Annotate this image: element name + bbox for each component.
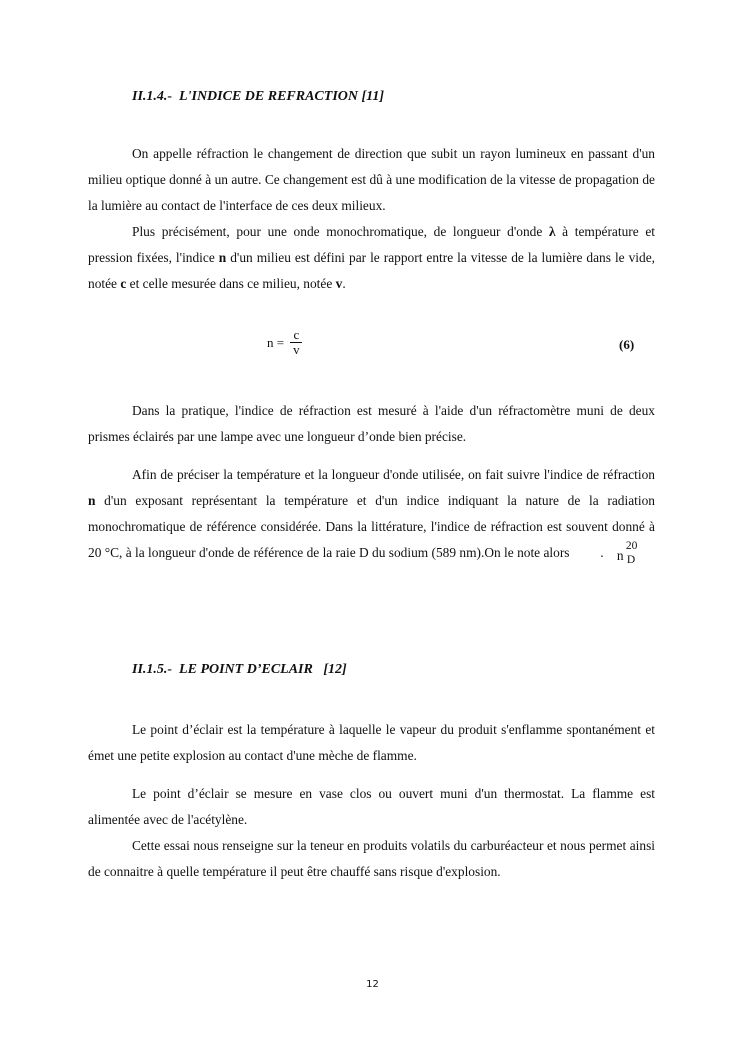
text-run: . [342, 276, 346, 291]
equation-number: (6) [619, 337, 635, 352]
equation-lhs: n = [267, 334, 285, 350]
text-run: d'un exposant représentant la température et d'un indice indiquant la nature de la radiation monochromatique de référence considérée. Dans la littérature, l'indice de réfraction est souvent donné à 20 °C, à la longueur d'onde de référence de la raie D du sodium (589 nm).On le note alors [88, 493, 655, 560]
fraction-denominator: v [293, 342, 300, 357]
text-run: Plus précisément, pour une onde monochromatique, de longueur d'onde [132, 224, 549, 239]
fraction-numerator: c [290, 328, 302, 343]
equation-refraction-index [267, 328, 303, 357]
symbol-c: c [120, 276, 127, 291]
symbol-lambda: λ [548, 224, 556, 239]
section-heading-flash-point: II.1.5.- LE POINT D’ECLAIR [12] [132, 662, 347, 677]
paragraph-flash-point-measure: Le point d’éclair se mesure en vase clos ou ouvert muni d'un thermostat. La flamme est alimentée avec de l'acétylène. [88, 786, 655, 827]
superscript-temperature: 20 [625, 540, 638, 552]
text-run: d'un milieu est défini par le rapport entre la vitesse de la lumière dans le vide, notée [88, 250, 655, 291]
paragraph-refraction-definition: On appelle réfraction le changement de direction que subit un rayon lumineux en passant d'un milieu optique donné à un autre. Ce changement est dû à une modification de la vitesse de propagation de la lumière au contact de l'interface de ces deux milieux. [88, 146, 655, 213]
equation-fraction [290, 328, 303, 357]
symbol-v: v [335, 276, 343, 291]
page-number: 12 [366, 979, 379, 990]
symbol-n: n [88, 493, 96, 508]
paragraph-refractometer: Dans la pratique, l'indice de réfraction est mesuré à l'aide d'un réfractomètre muni de deux prismes éclairés par une lampe avec une longueur d’onde bien précise. [88, 403, 655, 444]
section-heading-refraction: II.1.4.- L'INDICE DE REFRACTION [11] [132, 89, 385, 104]
paragraph-notation [88, 462, 655, 566]
subscript-radiation: D [626, 554, 636, 566]
notation-n20D [573, 540, 638, 566]
symbol-n: n [616, 548, 624, 563]
text-run: à température et pression fixées, l'indice [88, 224, 655, 265]
text-run: . [596, 545, 604, 560]
paragraph-flash-point-test: Cette essai nous renseigne sur la teneur en produits volatils du carburéacteur et nous permet ainsi de connaitre à quelle température il peut être chauffé sans risque d'explosion. [88, 838, 655, 879]
symbol-n: n [218, 250, 227, 265]
text-run: Afin de préciser la température et la longueur d'onde utilisée, on fait suivre l'indice de réfraction [132, 467, 655, 482]
paragraph-flash-point-definition: Le point d’éclair est la température à laquelle le vapeur du produit s'enflamme spontanément et émet une petite explosion au contact d'une mèche de flamme. [88, 722, 655, 763]
text-run: et celle mesurée dans ce milieu, notée [126, 276, 336, 291]
paragraph-refraction-index [88, 219, 655, 297]
